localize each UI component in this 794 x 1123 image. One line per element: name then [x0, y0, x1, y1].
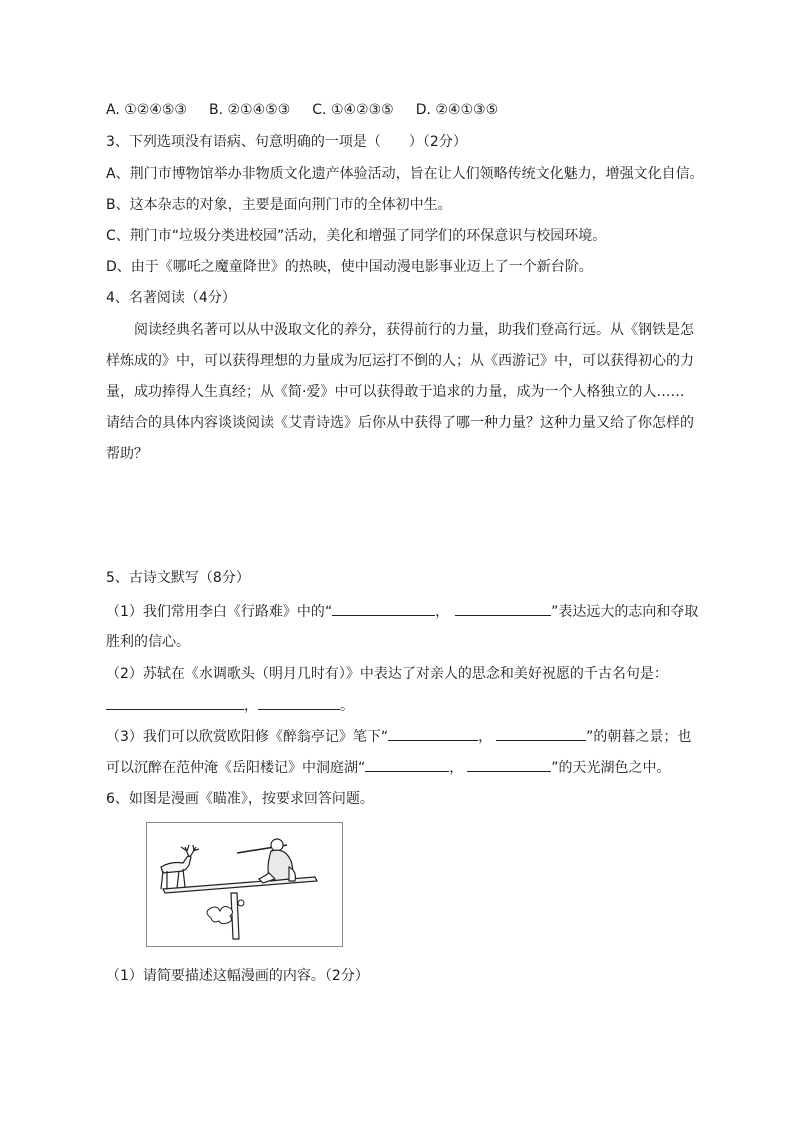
q4-paragraph-line: 请结合的具体内容谈谈阅读《艾青诗选》后你从中获得了哪一种力量？这种力量又给了你怎样的: [106, 415, 694, 431]
answer-blank[interactable]: [258, 695, 340, 710]
answer-blank[interactable]: [388, 726, 478, 741]
q6-heading: 6、如图是漫画《瞄准》，按要求回答问题。: [106, 791, 374, 807]
q2-option-a: A. ①②④⑤③: [106, 102, 187, 118]
q3-option-d: D、由于《哪吒之魔童降世》的热映，使中国动漫电影事业迈上了一个新台阶。: [106, 259, 593, 275]
q5-item-1: [106, 601, 698, 622]
cartoon-image: [146, 822, 343, 947]
q5-1-prefix: （1）我们常用李白《行路难》中的“: [106, 604, 333, 620]
answer-blank[interactable]: [455, 601, 551, 616]
q5-3-line2-suffix: ”的天光湖色之中。: [551, 760, 671, 776]
q5-2-comma: ，: [244, 698, 258, 714]
aiming-cartoon-illustration: [147, 823, 342, 946]
q5-item-3: [106, 726, 691, 747]
q3-stem: 3、下列选项没有语病、句意明确的一项是（ ）（2分）: [106, 134, 467, 150]
q5-heading: 5、古诗文默写（8分）: [106, 570, 250, 586]
answer-blank[interactable]: [496, 726, 586, 741]
answer-blank[interactable]: [332, 601, 435, 616]
q6-subquestion-1: （1）请简要描述这幅漫画的内容。（2分）: [106, 968, 369, 984]
q5-item-3-line2: [106, 757, 671, 778]
q4-paragraph-line: 帮助？: [106, 446, 148, 462]
q3-option-b: B、这本杂志的对象，主要是面向荆门市的全体初中生。: [106, 197, 452, 213]
q3-option-a: A、荆门市博物馆举办非物质文化遗产体验活动，旨在让人们领略传统文化魅力，增强文化自信。: [106, 166, 704, 182]
q5-1-continuation: 胜利的信心。: [106, 634, 190, 650]
answer-blank[interactable]: [467, 757, 551, 772]
q5-3-line2-comma: ，: [449, 760, 464, 776]
q2-options-row: [106, 100, 498, 120]
q2-option-c: C. ①④②③⑤: [312, 102, 394, 118]
hunter-figure: [237, 839, 295, 883]
small-swirl-shape: [238, 900, 244, 906]
q5-3-line2-prefix: 可以沉醉在范仲淹《岳阳楼记》中洞庭湖“: [106, 760, 366, 776]
q5-3-comma: ，: [478, 729, 493, 745]
cloud-swirl-shape: [207, 907, 233, 924]
q4-paragraph-line: 量，成功捧得人生真经；从《简·爱》中可以获得敢于追求的力量，成为一个人格独立的人……: [106, 384, 685, 400]
q2-option-d: D. ②④①③⑤: [415, 102, 499, 118]
answer-blank[interactable]: [106, 695, 244, 710]
q2-option-b: B. ②①④⑤③: [209, 102, 291, 118]
q5-item-2-answers: [106, 695, 354, 716]
q5-1-suffix: ”表达远大的志向和夺取: [551, 604, 699, 620]
q5-2-end: 。: [340, 698, 354, 714]
q5-3-suffix: ”的朝暮之景；也: [586, 729, 692, 745]
q3-option-c: C、荆门市“垃圾分类进校园”活动，美化和增强了同学们的环保意识与校园环境。: [106, 228, 607, 244]
q5-3-prefix: （3）我们可以欣赏欧阳修《醉翁亭记》笔下“: [106, 729, 389, 745]
deer-figure: [161, 845, 199, 889]
answer-blank[interactable]: [365, 757, 449, 772]
q5-1-comma: ，: [435, 604, 450, 620]
q5-item-2: （2）苏轼在《水调歌头（明月几时有）》中表达了对亲人的思念和美好祝愿的千古名句是：: [106, 666, 668, 682]
q4-paragraph-line: 阅读经典名著可以从中汲取文化的养分，获得前行的力量，助我们登高行远。从《钢铁是怎: [134, 322, 694, 338]
support-post-shape: [231, 893, 239, 939]
q4-paragraph-line: 样炼成的》中，可以获得理想的力量成为厄运打不倒的人；从《西游记》中，可以获得初心的力: [106, 353, 694, 369]
q4-heading: 4、名著阅读（4分）: [106, 290, 236, 306]
